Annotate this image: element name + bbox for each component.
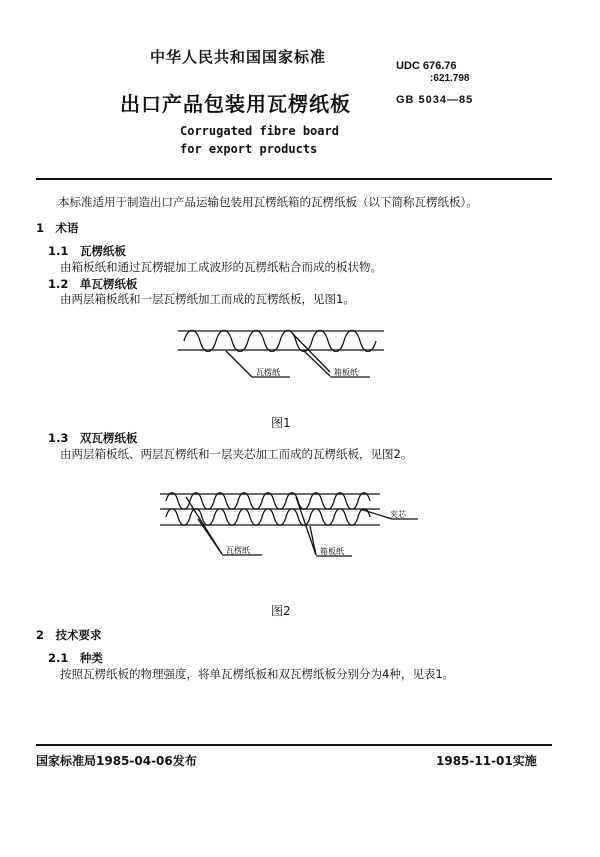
section-2-heading: 2 技术要求 (36, 628, 102, 642)
issue-date: 国家标准局1985-04-06发布 (36, 754, 197, 768)
udc-code: UDC 676.76 (396, 60, 457, 72)
figure-1-label-liner: 箱板纸 (334, 368, 358, 377)
lower-flute-wave (166, 509, 370, 526)
section-1-2-text: 由两层箱板纸和一层瓦楞纸加工而成的瓦楞纸板，见图1。 (60, 292, 355, 306)
figure-1-caption: 图1 (271, 416, 291, 430)
standard-name: 中华人民共和国国家标准 (150, 48, 327, 66)
udc-code-secondary: :621.798 (430, 73, 470, 84)
section-1-2-title: 1.2 单瓦楞纸板 (48, 277, 138, 291)
document-title-en-line1: Corrugated fibre board (180, 124, 339, 138)
section-2-1-text: 按照瓦楞纸板的物理强度，将单瓦楞纸板和双瓦楞纸板分别分为4种，见表1。 (60, 667, 455, 681)
document-title-en-line2: for export products (180, 142, 318, 156)
footer-divider (36, 744, 552, 746)
figure-1-label-flute: 瓦楞纸 (256, 368, 280, 377)
effective-date: 1985-11-01实施 (436, 754, 537, 768)
figure-2-caption: 图2 (271, 604, 291, 618)
document-title-cn: 出口产品包装用瓦楞纸板 (120, 92, 351, 116)
section-1-3-text: 由两层箱板纸、两层瓦楞纸和一层夹芯加工而成的瓦楞纸板，见图2。 (60, 447, 413, 461)
figure-2-label-flute: 瓦楞纸 (226, 546, 250, 555)
section-1-1-title: 1.1 瓦楞纸板 (48, 244, 126, 258)
section-1-1-text: 由箱板纸和通过瓦楞辊加工成波形的瓦楞纸粘合而成的板状物。 (60, 260, 382, 274)
figure-2-label-liner: 箱板纸 (320, 547, 344, 556)
gb-number: GB 5034—85 (396, 94, 474, 106)
section-1-3-title: 1.3 双瓦楞纸板 (48, 431, 138, 445)
upper-flute-wave (166, 493, 370, 510)
section-2-1-title: 2.1 种类 (48, 651, 103, 665)
figure-2-label-core: 夹芯 (390, 510, 406, 519)
section-1-heading: 1 术语 (36, 221, 79, 235)
intro-paragraph: 本标准适用于制造出口产品运输包装用瓦楞纸箱的瓦楞纸板（以下简称瓦楞纸板）。 (58, 195, 478, 209)
